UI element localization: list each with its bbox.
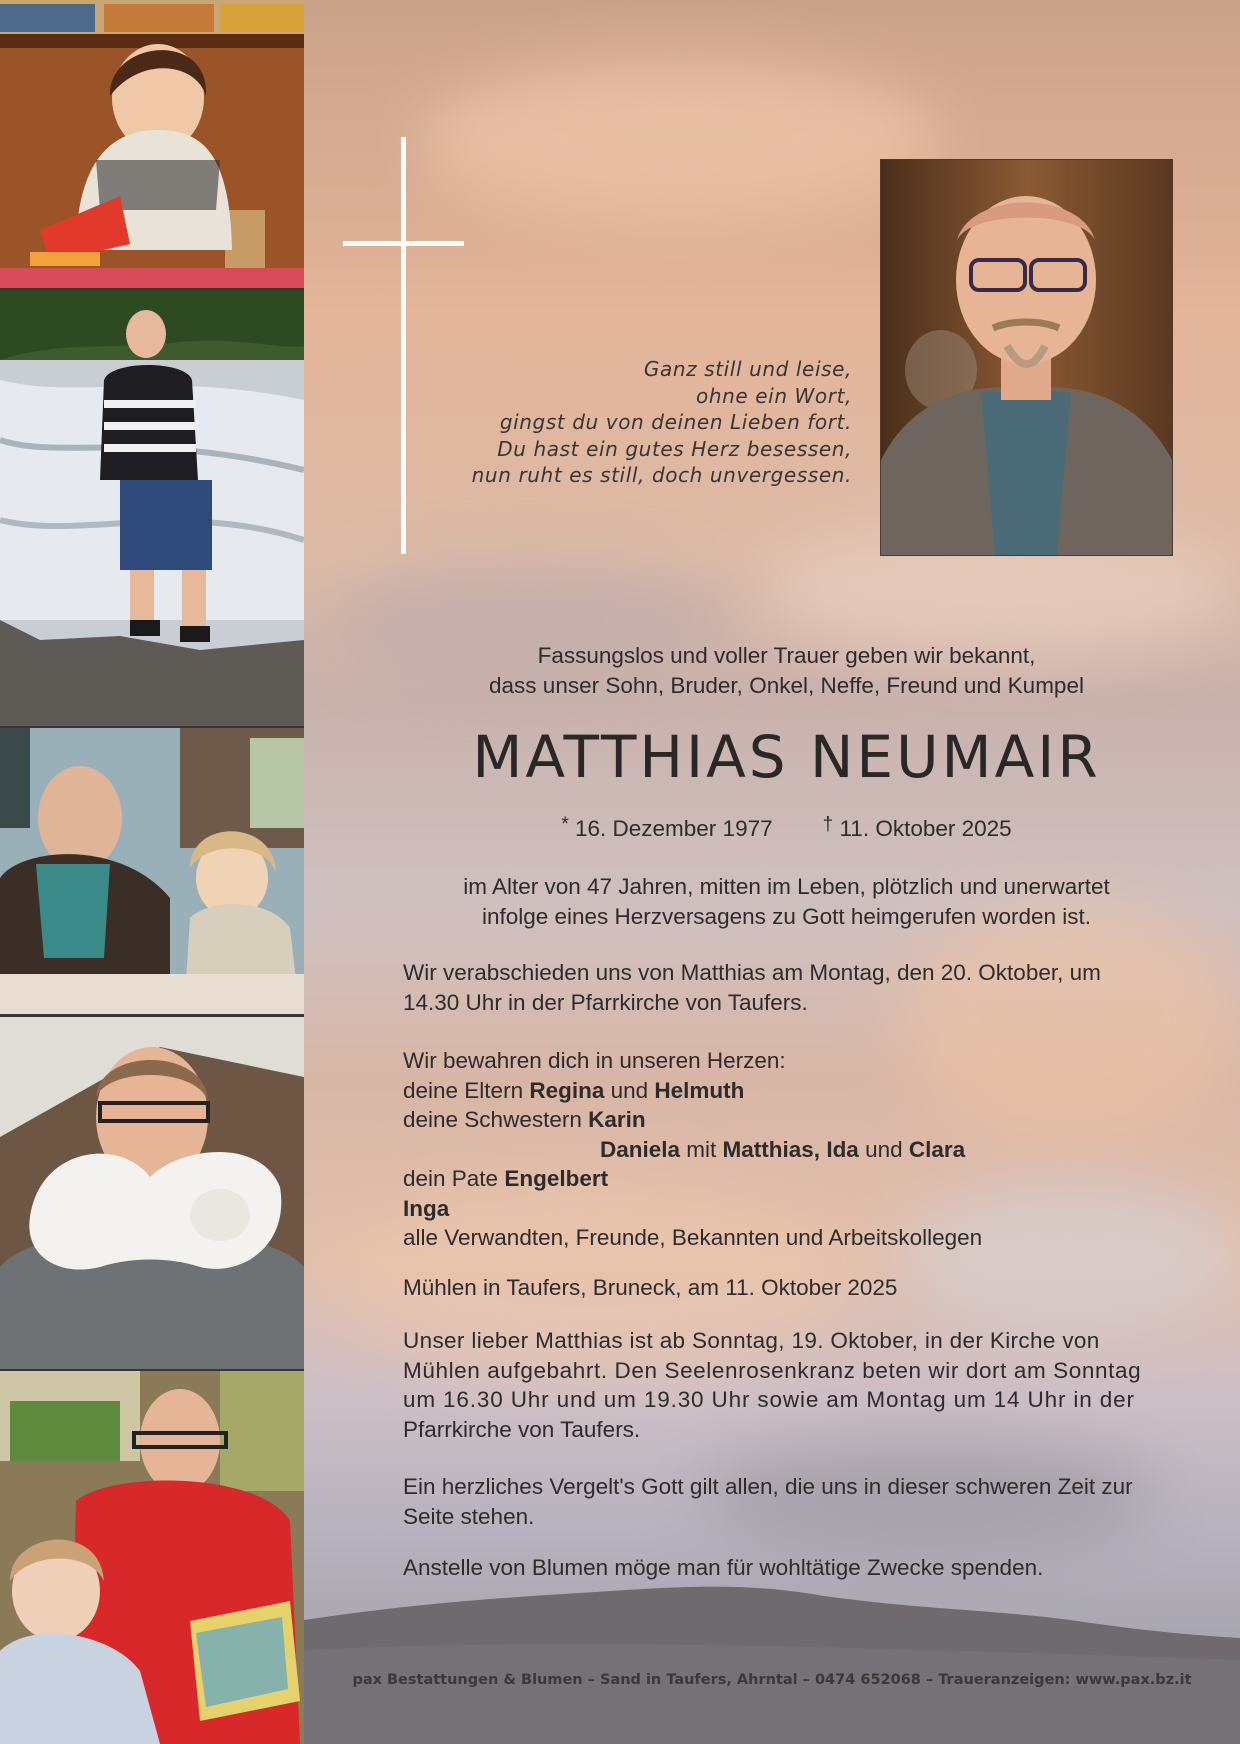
place-date-text: Mühlen in Taufers, Bruneck, am 11. Oktober 2025 [403,1275,898,1300]
age-line: im Alter von 47 Jahren, mitten im Leben, plötzlich und unerwartet [463,874,1110,899]
age-line: infolge eines Herzversagens zu Gott heimgerufen worden ist. [481,904,1092,929]
parent-name: Regina [529,1077,605,1103]
announcement-line: Fassungslos und voller Trauer geben wir bekannt, [537,643,1036,668]
mourners-relatives: alle Verwandten, Freunde, Bekannten und Arbeitskollegen [403,1225,983,1250]
viewing-line: Pfarrkirche von Taufers. [403,1416,641,1442]
mourners-intro: Wir bewahren dich in unseren Herzen: [403,1048,786,1073]
poem-line: Du hast ein gutes Herz besessen, [497,436,852,461]
children-names: Matthias, Ida [722,1136,859,1162]
cross-horizontal [343,241,464,246]
memorial-poem [400,356,852,489]
cross-vertical [401,137,406,554]
photo-reading [0,1371,304,1744]
mourners-sisters [403,1105,1171,1135]
poem-line: gingst du von deinen Lieben fort. [499,410,852,434]
cloud-decoration [420,60,940,220]
photo-with-cat [0,1017,304,1369]
flowers-text: Anstelle von Blumen möge man für wohltätige Zwecke spenden. [403,1555,1044,1580]
sister-name: Karin [588,1107,646,1132]
portrait-photo [880,159,1173,556]
godfather-prefix: dein Pate [403,1166,505,1191]
death-symbol: † [822,814,834,835]
thanks-line: Ein herzliches Vergelt's Gott gilt allen, die uns in dieser schweren Zeit zur [403,1474,1133,1499]
funeral-line: 14.30 Uhr in der Pfarrkirche von Taufers. [403,989,808,1015]
funeral-line: Wir verabschieden uns von Matthias am Montag, den 20. Oktober, um [403,960,1101,985]
photo-river [0,290,304,726]
mourners-other [403,1194,1171,1224]
life-dates [404,816,1169,842]
photo-strip [0,0,304,1744]
conjunction: und [858,1136,909,1162]
mourners-parents [403,1076,1171,1106]
mourners-list [403,1046,1171,1253]
poem-line: ohne ein Wort, [696,383,852,408]
viewing-notice [403,1326,1171,1444]
footer: pax Bestattungen & Blumen – Sand in Taufers, Ahrntal – 0474 652068 – Traueranzeigen: www.pax.bz.it [352,1672,1192,1688]
godfather-name: Engelbert [504,1166,609,1191]
funeral-notice [403,958,1171,1017]
deceased-name: MATTHIAS NEUMAIR [472,723,1101,791]
photo-childhood [0,0,304,288]
sisters-prefix: deine Schwestern [403,1107,589,1132]
poem-line: nun ruht es still, doch unvergessen. [471,463,852,487]
death-date: 11. Oktober 2025 [839,816,1012,841]
viewing-line: um 16.30 Uhr und um 19.30 Uhr sowie am Montag um 14 Uhr in der [403,1387,1135,1412]
announcement-line: dass unser Sohn, Bruder, Onkel, Neffe, Freund und Kumpel [489,672,1084,698]
mourners-godfather [403,1164,1171,1194]
conjunction: und [604,1077,655,1103]
other-name: Inga [403,1195,450,1221]
place-date [403,1273,1171,1303]
announcement [404,641,1169,700]
birth-symbol: * [561,814,569,835]
thanks-notice [403,1472,1171,1531]
thanks-line: Seite stehen. [403,1503,535,1529]
photo-with-child [0,728,304,1014]
mourners-sister2 [403,1135,1171,1165]
flowers-notice [403,1553,1171,1583]
parent-name: Helmuth [654,1077,745,1103]
viewing-line: Unser lieber Matthias ist ab Sonntag, 19. Oktober, in der Kirche von [403,1328,1100,1353]
viewing-line: Mühlen aufgebahrt. Den Seelenrosenkranz beten wir dort am Sonntag [403,1357,1142,1383]
child-name: Clara [908,1136,966,1162]
conjunction: mit [680,1136,723,1162]
birth-date: 16. Dezember 1977 [574,816,773,841]
poem-line: Ganz still und leise, [643,357,852,381]
parents-prefix: deine Eltern [403,1077,530,1103]
mountain-silhouette [304,1580,1240,1744]
sister-name: Daniela [600,1136,681,1162]
age-text [404,872,1169,932]
